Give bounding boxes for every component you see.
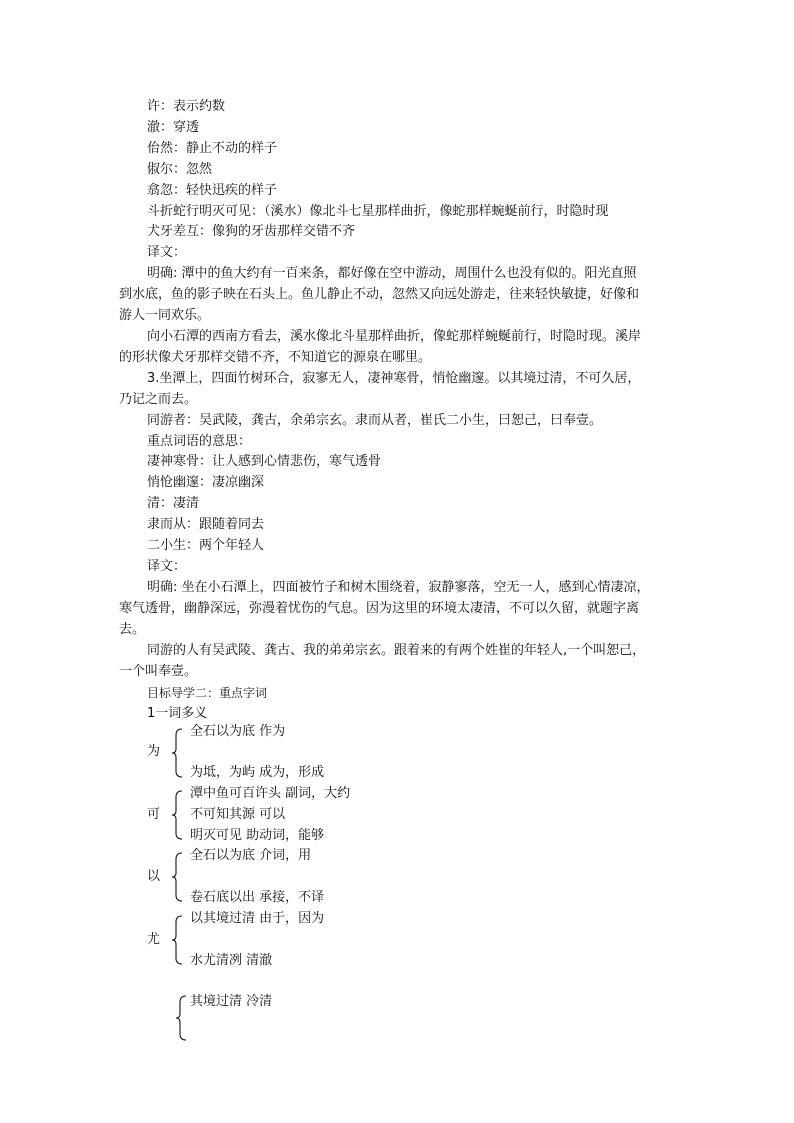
section3-key-words-heading: 重点词语的意思：	[147, 434, 252, 449]
word-lieercong: 隶而从：跟随着同去	[147, 517, 265, 532]
translation2-p1-line2: 寒气透骨，幽静深远，弥漫着忧伤的气息。因为这里的环境太凄清，不可以久留，就题字离	[119, 601, 640, 616]
word-qishenhangu: 凄神寒骨：让人感到心情悲伤，寒气透骨	[147, 454, 382, 469]
brace-wei	[170, 727, 184, 779]
goal2-subtitle: 1一词多义	[147, 706, 208, 721]
polysemy-char-wei: 为	[147, 744, 161, 759]
section3-companions: 同游者：吴武陵，龚古，余弟宗玄。隶而从者，崔氏二小生，曰恕己，曰奉壹。	[147, 413, 603, 428]
note-quanya: 犬牙差互：像狗的牙齿那样交错不齐	[147, 224, 356, 239]
goal2-title: 目标导学二：重点字词	[147, 686, 268, 700]
note-xihu: 翕忽：轻快迅疾的样子	[147, 183, 278, 198]
polysemy-char-yi: 以	[147, 869, 161, 884]
translation2-p1-line3: 去。	[119, 622, 146, 637]
word-erxiaosheng: 二小生：两个年轻人	[147, 538, 265, 553]
section3-line2: 乃记之而去。	[119, 392, 198, 407]
wei-example-b: 为坻，为屿 成为，形成	[190, 765, 325, 780]
you-example-a: 以其境过清 由于，因为	[190, 911, 325, 926]
translation-heading-2: 译文：	[147, 559, 187, 574]
ke-example-c: 明灭可见 助动词，能够	[190, 828, 325, 843]
word-qiaochuangyousui: 悄怆幽邃：凄凉幽深	[147, 475, 265, 490]
yi-example-b: 卷石底以出 承接，不译	[190, 890, 325, 905]
brace-ke	[170, 789, 184, 841]
note-yiran: 佁然：静止不动的样子	[147, 141, 278, 156]
note-chuer: 俶尔：忽然	[147, 162, 213, 177]
brace-qing	[174, 994, 188, 1042]
translation2-p1-line1: 明确: 坐在小石潭上，四面被竹子和树木围绕着，寂静寥落，空无一人，感到心情凄凉，	[147, 580, 650, 595]
translation1-p2-line1: 向小石潭的西南方看去，溪水像北斗星那样曲折，像蛇那样蜿蜒前行，时隐时现。溪岸	[147, 329, 642, 344]
polysemy-char-ke: 可	[147, 807, 161, 822]
ke-example-a: 潭中鱼可百许头 副词，大约	[190, 786, 351, 801]
translation1-p1-line3: 游人一同欢乐。	[119, 308, 211, 323]
qing-example-a: 其境过清 冷清	[190, 994, 273, 1009]
ke-example-b: 不可知其源 可以	[190, 807, 286, 822]
translation2-p2-line2: 一个叫奉壹。	[119, 664, 198, 679]
word-qing: 清：凄清	[147, 496, 200, 511]
translation1-p2-line2: 的形状像犬牙那样交错不齐，不知道它的源泉在哪里。	[119, 350, 432, 365]
wei-example-a: 全石以为底 作为	[190, 724, 286, 739]
note-douzhe: 斗折蛇行明灭可见：（溪水）像北斗七星那样曲折，像蛇那样蜿蜒前行，时隐时现	[147, 204, 609, 219]
section3-line1: 3.坐潭上，四面竹树环合，寂寥无人，凄神寒骨，悄怆幽邃。以其境过清，不可久居，	[147, 371, 641, 386]
translation1-p1-line2: 到水底，鱼的影子映在石头上。鱼儿静止不动，忽然又向远处游走，往来轻快敏捷，好像和	[119, 287, 640, 302]
translation-heading-1: 译文：	[147, 245, 187, 260]
translation2-p2-line1: 同游的人有吴武陵、龚古、我的弟弟宗玄。跟着来的有两个姓崔的年轻人,一个叫恕己，	[147, 643, 646, 658]
note-che: 澈：穿透	[147, 120, 200, 135]
yi-example-a: 全石以为底 介词，用	[190, 848, 312, 863]
polysemy-char-you: 尤	[147, 932, 161, 947]
translation1-p1-line1: 明确: 潭中的鱼大约有一百来条，都好像在空中游动，周围什么也没有似的。阳光直照	[147, 266, 637, 281]
note-xu: 许：表示约数	[147, 99, 226, 114]
brace-yi	[170, 851, 184, 903]
you-example-b: 水尤清冽 清澈	[190, 953, 273, 968]
brace-you	[170, 914, 184, 966]
